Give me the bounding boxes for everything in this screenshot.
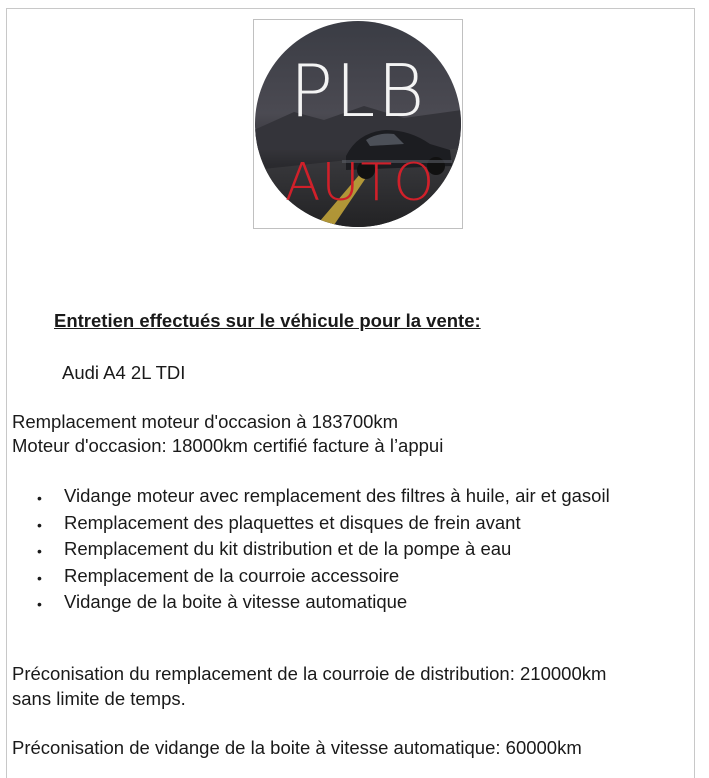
vehicle-model: Audi A4 2L TDI <box>62 362 186 383</box>
distribution-recommendation-line2: sans limite de temps. <box>12 688 186 709</box>
bullet-icon: • <box>37 596 42 612</box>
distribution-recommendation-line1: Préconisation du remplacement de la courroie de distribution: 210000km <box>12 663 607 684</box>
plb-auto-logo <box>253 19 463 229</box>
page-heading: Entretien effectués sur le véhicule pour la vente: <box>54 310 481 331</box>
logo-text-plb: PLB <box>289 49 427 133</box>
list-item-text: Vidange moteur avec remplacement des filtres à huile, air et gasoil <box>64 485 610 506</box>
engine-mileage-line: Moteur d'occasion: 18000km certifié facture à l’appui <box>12 435 444 456</box>
logo-text-auto: AUTO <box>284 153 436 213</box>
bullet-icon: • <box>37 516 42 533</box>
gearbox-recommendation: Préconisation de vidange de la boite à vitesse automatique: 60000km <box>12 737 582 758</box>
list-item-text: Remplacement du kit distribution et de la pompe à eau <box>64 538 512 559</box>
engine-replacement-line: Remplacement moteur d'occasion à 183700km <box>12 411 399 432</box>
list-item-text: Remplacement des plaquettes et disques de frein avant <box>64 511 521 533</box>
list-item-text: Remplacement de la courroie accessoire <box>64 564 400 586</box>
bullet-icon: • <box>37 543 42 559</box>
list-item-text: Vidange de la boite à vitesse automatique <box>64 591 408 612</box>
logo-graphic <box>254 20 462 228</box>
bullet-icon: • <box>37 490 42 506</box>
bullet-icon: • <box>37 569 42 586</box>
